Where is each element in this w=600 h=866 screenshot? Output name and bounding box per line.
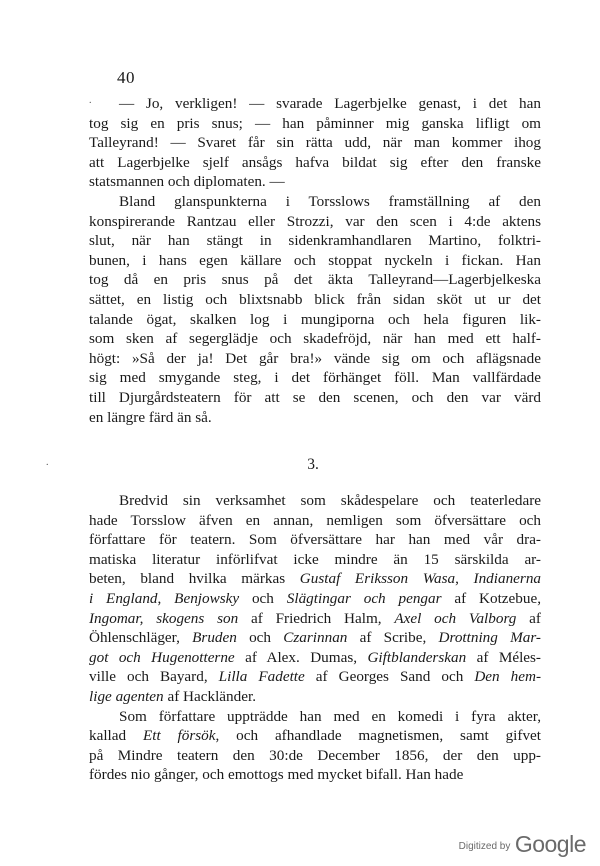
- italic-title: Benjowsky: [174, 589, 240, 607]
- text-line: [89, 726, 541, 746]
- text-segment: talande ögat, skalken log i mungiporna och hela figuren lik-: [89, 310, 541, 328]
- text-line: [89, 408, 541, 428]
- footer-prefix: Digitized by: [458, 841, 511, 852]
- text-segment: af Kotzebue,: [441, 589, 542, 607]
- text-segment: sig med smygande steg, i det förhänget föll. Man vallfärdade: [89, 369, 541, 387]
- text-segment: som sken af segerglädje och skadefröjd, när han med ett half-: [89, 330, 541, 348]
- text-segment: högt: »Så der ja! Det går bra!» vände sig om och aflägsnade: [89, 349, 541, 367]
- paragraph-translations: [89, 491, 541, 707]
- paragraph-dialogue: [89, 94, 541, 192]
- text-line: [89, 368, 541, 388]
- italic-title: got och Hugenotterne: [89, 648, 235, 666]
- text-line: [89, 192, 541, 212]
- text-segment: — Jo, verkligen! — svarade Lagerbjelke genast, i det han: [119, 95, 541, 112]
- text-segment: konspirerande Rantzau eller Strozzi, var den scen i 4:de aktens: [89, 212, 541, 230]
- digitized-by-watermark: [459, 831, 586, 858]
- italic-title: Den hem-: [474, 668, 541, 686]
- text-line: [89, 251, 541, 271]
- text-segment: tog sig en pris snus; — han påminner mig ganska lifligt om: [89, 114, 541, 132]
- text-line: [89, 349, 541, 369]
- text-line: [89, 310, 541, 330]
- text-line: [89, 329, 541, 349]
- text-line: [89, 231, 541, 251]
- text-line: [89, 491, 541, 511]
- text-line: [89, 270, 541, 290]
- text-segment: Talleyrand! — Svaret får sin rätta udd, när man kommer ihog: [89, 134, 541, 152]
- text-segment: tog då en pris snus på det äkta Talleyrand—Lagerbjelkeska: [89, 271, 541, 289]
- italic-title: Indianerna: [473, 570, 542, 588]
- text-line: [89, 172, 541, 192]
- text-segment: af Méles-: [466, 648, 541, 666]
- text-line: [89, 388, 541, 408]
- italic-title: i England: [89, 589, 158, 607]
- text-line: [89, 765, 541, 785]
- text-line: [89, 746, 541, 766]
- text-line: [89, 290, 541, 310]
- paragraph-glanspunkterna: [89, 192, 541, 427]
- text-line: [89, 667, 541, 687]
- italic-title: Gustaf Eriksson Wasa: [299, 570, 456, 588]
- text-segment: af Georges Sand och: [304, 668, 475, 686]
- text-segment: Som författare uppträdde han med en komedi i fyra akter,: [119, 707, 541, 725]
- text-segment: sättet, en listig och blixtsnabb blick från sidan sköt ut ur det: [89, 290, 541, 308]
- text-line: [89, 153, 541, 173]
- text-line: [89, 609, 541, 629]
- text-segment: och: [239, 589, 287, 607]
- italic-title: Czarinnan: [283, 629, 348, 647]
- section-heading: 3.: [307, 456, 319, 473]
- google-logo: Google: [514, 831, 586, 857]
- text-segment: kallad: [89, 727, 143, 745]
- text-line: [89, 569, 541, 589]
- text-segment: af Hackländer.: [163, 687, 256, 705]
- text-line: [89, 648, 541, 668]
- text-line: [89, 687, 541, 707]
- text-segment: slut, när han stängt in sidenkramhandlaren Martino, folktri-: [89, 232, 541, 250]
- text-segment: fördes nio gånger, och emottogs med mycket bifall. Han hade: [89, 766, 464, 784]
- paragraph-author: [89, 707, 541, 785]
- text-segment: af Scribe,: [347, 629, 439, 647]
- text-line: [89, 511, 541, 531]
- text-segment: författare för teatern. Som öfversättare har han med vår dra-: [89, 531, 541, 549]
- text-segment: Bredvid sin verksamhet som skådespelare och teaterledare: [119, 492, 541, 509]
- text-line: [89, 94, 541, 114]
- text-line: [89, 589, 541, 609]
- italic-title: Giftblanderskan: [367, 648, 467, 666]
- text-segment: till Djurgårdsteatern för att se den scenen, och den var värd: [89, 388, 541, 406]
- italic-title: Ingomar, skogens son: [89, 609, 239, 627]
- page-number: 40: [117, 68, 135, 87]
- italic-title: Bruden: [192, 629, 237, 647]
- text-segment: matiska literatur införlifvat icke mindre än 15 särskilda ar-: [89, 550, 541, 568]
- text-segment: Bland glanspunkterna i Torsslows framställning af den: [119, 192, 541, 210]
- stray-mark: .: [89, 95, 92, 106]
- text-segment: af Alex. Dumas,: [234, 648, 368, 666]
- text-segment: ville och Bayard,: [89, 668, 219, 686]
- text-line: [89, 628, 541, 648]
- text-segment: på Mindre teatern den 30:de December 1856, der den upp-: [89, 746, 541, 764]
- italic-title: Axel och Valborg: [394, 609, 517, 627]
- text-segment: af Friedrich Halm,: [238, 609, 395, 627]
- text-line: [89, 212, 541, 232]
- text-segment: statsmannen och diplomaten. —: [89, 173, 285, 191]
- text-block-upper: [89, 94, 541, 427]
- text-line: [89, 133, 541, 153]
- italic-title: Ett försök: [142, 727, 216, 745]
- text-segment: ,: [455, 570, 474, 588]
- text-block-lower: [89, 491, 541, 785]
- text-segment: Öhlenschläger,: [89, 629, 193, 647]
- text-segment: beten, bland hvilka märkas: [89, 570, 300, 588]
- italic-title: Slägtingar och pengar: [286, 589, 442, 607]
- text-line: [89, 550, 541, 570]
- text-line: [89, 114, 541, 134]
- text-segment: hade Torsslow äfven en annan, nemligen som öfversättare och: [89, 511, 541, 529]
- text-segment: en längre färd än så.: [89, 408, 212, 426]
- text-segment: , och afhandlade magnetismen, samt gifvet: [215, 727, 542, 745]
- text-line: [89, 707, 541, 727]
- italic-title: lige agenten: [89, 687, 164, 705]
- text-segment: att Lagerbjelke sjelf ansågs hafva bildat sig efter den franske: [89, 153, 541, 171]
- text-segment: af: [516, 609, 541, 627]
- italic-title: Drottning Mar-: [438, 629, 541, 647]
- text-segment: och: [236, 629, 284, 647]
- stray-mark: .: [46, 457, 49, 468]
- text-segment: ,: [157, 589, 175, 607]
- text-line: [89, 530, 541, 550]
- italic-title: Lilla Fadette: [218, 668, 305, 686]
- text-segment: bunen, i hans egen källare och stoppat nyckeln i fickan. Han: [89, 251, 541, 269]
